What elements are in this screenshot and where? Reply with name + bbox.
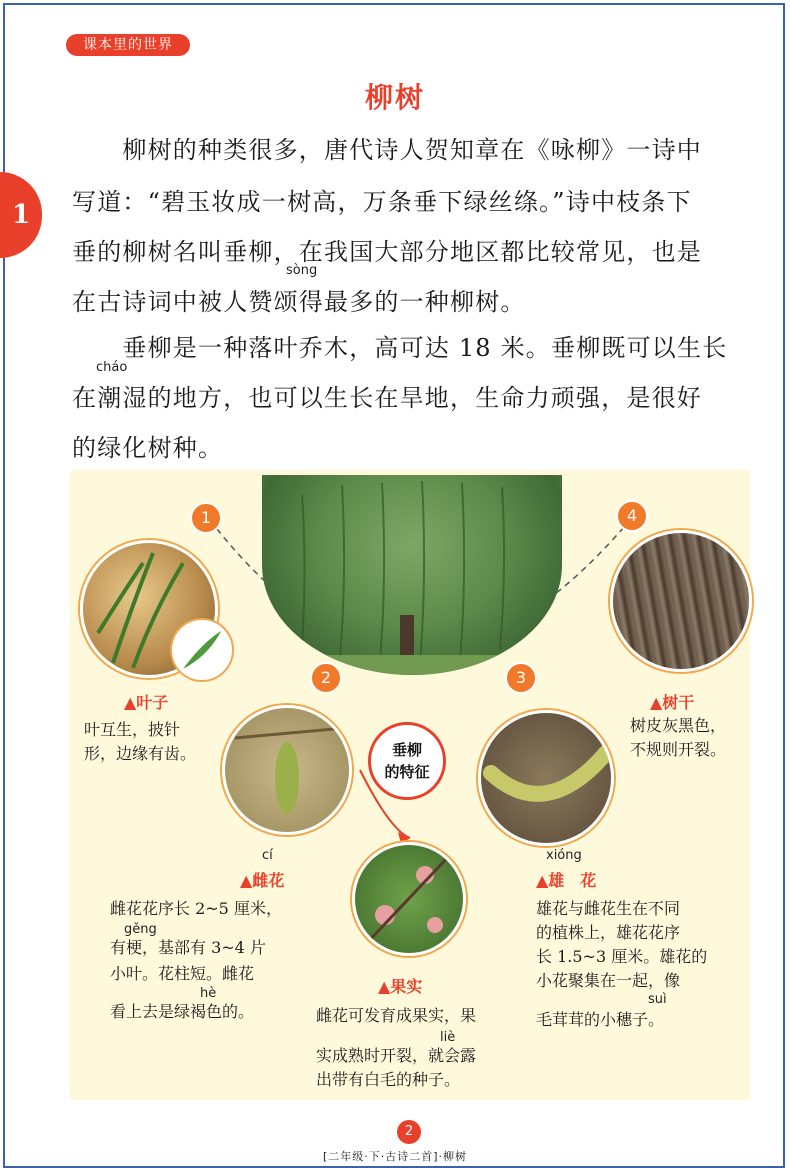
page-footer: [二年级·下·古诗二首]·柳树 [322,1150,468,1163]
center-label-2: 的特征 [384,763,430,781]
page-title: 柳树 [364,81,425,114]
fruit-photo [352,842,466,956]
female-flower-desc-1: 雌花花序长 2~5 厘米， [110,899,282,918]
page-number: 2 [397,1120,421,1144]
female-flower-desc-2: 有梗，基部有 3~4 片 [110,938,266,957]
fruit-desc-2: 实成熟时开裂，就会露 [316,1046,477,1065]
pinyin-chao: cháo [96,360,128,375]
male-flower-desc-1: 雄花与雌花生在不同 [536,899,681,918]
male-flower-illustration [481,713,611,843]
male-flower-photo [478,710,614,846]
feature-badge-4: 4 [616,500,648,532]
series-tag: 课本里的世界 [66,34,190,56]
fruit-illustration [355,845,463,953]
male-flower-desc-3: 长 1.5~3 厘米。雄花的 [536,947,708,966]
leaf-desc-2: 形，边缘有齿。 [84,744,197,763]
trunk-desc-1: 树皮灰黑色， [630,716,727,735]
pinyin-ci: cí [262,848,273,863]
pinyin-xiong: xióng [546,848,582,863]
pinyin-he: hè [200,986,217,1001]
fruit-desc-3: 出带有白毛的种子。 [316,1070,461,1089]
trunk-desc-2: 不规则开裂。 [630,740,727,759]
trunk-label: ▲树干 [650,693,695,712]
pinyin-geng: gěng [124,922,157,937]
pinyin-sui: suì [648,992,667,1007]
male-flower-desc-2: 的植株上，雄花花序 [536,923,681,942]
female-flower-desc-3: 小叶。花柱短。雌花 [110,964,255,983]
paragraph-1-line-4: 在古诗词中被人赞颂得最多的一种柳树。 [72,288,526,316]
male-flower-desc-5: 毛茸茸的小穗子。 [536,1010,665,1029]
paragraph-1-line-2: 写道：“碧玉妆成一树高，万条垂下绿丝绦。”诗中枝条下 [72,188,692,216]
feature-badge-1: 1 [190,502,222,534]
fruit-desc-1: 雌花可发育成果实，果 [316,1006,477,1025]
leaf-detail-inset [172,620,232,680]
pinyin-lie: liè [440,1030,456,1045]
paragraph-2-line-2: 在潮湿的地方，也可以生长在旱地，生命力顽强，是很好 [72,384,702,412]
center-feature-bubble [368,722,446,800]
feature-badge-3: 3 [505,662,537,694]
pinyin-song: sòng [286,263,318,278]
paragraph-2-line-3: 的绿化树种。 [72,434,224,462]
paragraph-1-line-3: 垂的柳树名叫垂柳，在我国大部分地区都比较常见，也是 [72,238,702,266]
male-flower-label: ▲雄 花 [536,871,597,890]
feature-badge-2: 2 [310,662,342,694]
trunk-photo [610,530,752,672]
leaf-detail-illustration [175,623,229,677]
male-flower-desc-4: 小花聚集在一起，像 [536,971,681,990]
paragraph-2-line-1: 垂柳是一种落叶乔木，高可达 18 米。垂柳既可以生长 [72,334,728,362]
leaf-desc-1: 叶互生，披针 [84,720,181,739]
female-flower-desc-4: 看上去是绿褐色的。 [110,1002,255,1021]
female-flower-label: ▲雌花 [240,871,285,890]
chapter-tab: 1 [0,172,42,258]
female-flower-photo [222,705,352,835]
female-flower-illustration [225,708,349,832]
leaf-label: ▲叶子 [124,693,169,712]
paragraph-1-line-1: 柳树的种类很多，唐代诗人贺知章在《咏柳》一诗中 [72,136,702,164]
fruit-label: ▲果实 [378,977,423,996]
center-label-1: 垂柳 [391,741,422,759]
